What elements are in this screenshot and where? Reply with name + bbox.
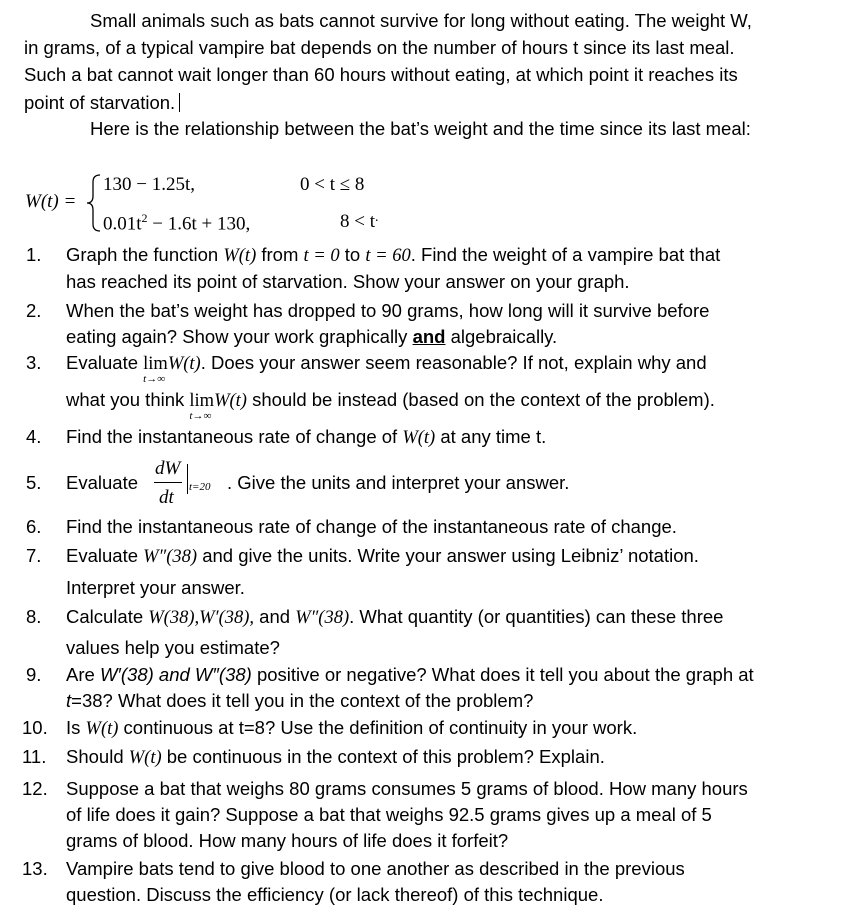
q7-text-a: Evaluate	[66, 545, 144, 566]
q1-number: 1.	[26, 244, 42, 265]
q1-text-d: . Find the weight of a vampire bat that	[410, 244, 721, 265]
q8-line-2: values help you estimate?	[66, 637, 280, 658]
q4-line-1	[66, 428, 546, 448]
q3-lim-word-2: lim	[189, 391, 215, 411]
q3-lim-word: lim	[143, 354, 168, 374]
q3-text-c: what you think	[66, 389, 190, 410]
q3-text-b: . Does your answer seem reasonable? If not, explain why and	[200, 352, 707, 373]
q5-text-b: . Give the units and interpret your answer.	[227, 472, 570, 493]
q5-eval-subscript: t=20	[189, 481, 211, 493]
q9-italic-derivs: W′(38) and W″(38)	[99, 664, 252, 685]
text-cursor	[179, 93, 180, 112]
intro-line-4-text: point of starvation.	[24, 92, 176, 113]
case2-expr-a: 0.01t	[103, 213, 142, 235]
piecewise-case2-cond	[340, 212, 379, 231]
q7-line-2: Interpret your answer.	[66, 577, 245, 598]
q10-number: 10.	[22, 717, 48, 738]
q11-number: 11.	[22, 746, 47, 767]
q3-text-a: Evaluate	[66, 352, 144, 373]
q9-text-c: =38? What does it tell you in the context of the problem?	[71, 690, 534, 711]
q12-line-3: grams of blood. How many hours of life does it forfeit?	[66, 830, 509, 851]
q9-line-1	[66, 666, 754, 685]
q5-fraction-bar	[154, 482, 182, 483]
q8-text-b: and	[254, 606, 296, 627]
q10-text-a: Is	[66, 717, 86, 738]
q13-number: 13.	[22, 858, 48, 879]
q5-number: 5.	[26, 472, 42, 493]
q5-eval-bar	[187, 464, 188, 494]
q9-text-b: positive or negative? What does it tell you about the graph at	[251, 664, 754, 685]
q5-derivative-numerator: dW	[155, 458, 181, 479]
q10-line-1	[66, 719, 637, 739]
q2-text-a: eating again? Show your work graphically	[66, 326, 413, 347]
piecewise-case1-expr	[103, 175, 195, 194]
q2-line-2	[66, 328, 557, 347]
q8-number: 8.	[26, 606, 42, 627]
piecewise-case1-cond: 0 < t ≤ 8	[300, 174, 365, 195]
q3-math-w: W(t)	[167, 354, 201, 374]
q10-text-b: continuous at t=8? Use the definition of continuity in your work.	[118, 717, 638, 738]
q9-number: 9.	[26, 664, 42, 685]
q1-line-1	[66, 246, 720, 266]
q1-line-2: has reached its point of starvation. Show your answer on your graph.	[66, 271, 630, 292]
q12-line-1: Suppose a bat that weighs 80 grams consumes 5 grams of blood. How many hours	[66, 778, 748, 799]
q9-text-a: Are	[66, 664, 100, 685]
piecewise-brace	[85, 174, 103, 232]
q3-limit-2	[189, 391, 215, 422]
q1-math-t0: t = 0	[303, 246, 340, 266]
q12-number: 12.	[22, 778, 48, 799]
q3-limit-1	[143, 354, 168, 385]
intro-line-2: in grams, of a typical vampire bat depends on the number of hours t since its last meal.	[24, 37, 735, 58]
q12-line-2: of life does it gain? Suppose a bat that weighs 92.5 grams gives up a meal of 5	[66, 804, 712, 825]
intro-line-4	[24, 93, 180, 113]
q8-text-a: Calculate	[66, 606, 149, 627]
q8-line-1	[66, 608, 723, 628]
q5-derivative-denominator: dt	[159, 487, 174, 508]
q7-math-w2: W″(38)	[143, 547, 198, 567]
q11-text-b: be continuous in the context of this problem? Explain.	[161, 746, 605, 767]
q1-text-b: from	[256, 244, 304, 265]
q2-text-b: algebraically.	[445, 326, 558, 347]
q4-text-a: Find the instantaneous rate of change of	[66, 426, 403, 447]
q3-lim-sub: t→∞	[143, 373, 166, 385]
q8-text-c: . What quantity (or quantities) can these three	[349, 606, 724, 627]
q4-number: 4.	[26, 426, 42, 447]
q2-underlined-and: and	[412, 326, 446, 347]
q3-lim-sub-2: t→∞	[189, 410, 212, 422]
q3-text-d: should be instead (based on the context of the problem).	[246, 389, 715, 410]
intro-line-5: Here is the relationship between the bat’s weight and the time since its last meal:	[90, 118, 751, 139]
q11-line-1	[66, 748, 605, 768]
q7-text-b: and give the units. Write your answer using Leibniz’ notation.	[197, 545, 699, 566]
q8-math-2: W″(38)	[295, 608, 350, 628]
q2-number: 2.	[26, 300, 42, 321]
piecewise-case2-expr	[103, 212, 250, 233]
q7-number: 7.	[26, 545, 42, 566]
q6-number: 6.	[26, 516, 42, 537]
case2-expr-b: − 1.6t + 130,	[147, 213, 251, 235]
intro-line-1: Small animals such as bats cannot survive for long without eating. The weight W,	[90, 10, 752, 31]
q2-line-1: When the bat’s weight has dropped to 90 grams, how long will it survive before	[66, 300, 710, 321]
q7-line-1	[66, 547, 699, 567]
case2-trailing: .	[375, 210, 379, 225]
q8-math-1: W(38),W′(38),	[148, 608, 255, 628]
case1-expr-text: 130 − 1.25t,	[103, 174, 195, 195]
q3-line-1	[66, 352, 707, 385]
q9-italic-t: t	[66, 690, 72, 711]
piecewise-lhs: W(t) =	[25, 191, 77, 212]
q1-text-a: Graph the function	[66, 244, 224, 265]
case2-cond-text: 8 < t	[340, 211, 375, 232]
q13-line-2: question. Discuss the efficiency (or lack thereof) of this technique.	[66, 884, 604, 905]
q4-text-b: at any time t.	[435, 426, 547, 447]
q1-math-w: W(t)	[223, 246, 257, 266]
q11-math-w: W(t)	[128, 748, 162, 768]
q11-text-a: Should	[66, 746, 129, 767]
q4-math-w: W(t)	[402, 428, 436, 448]
case2-exponent: 2	[141, 211, 148, 225]
q13-line-1: Vampire bats tend to give blood to one another as described in the previous	[66, 858, 685, 879]
q3-math-w-2: W(t)	[214, 391, 247, 411]
q9-line-2	[66, 692, 533, 711]
q1-text-c: to	[339, 244, 366, 265]
q3-number: 3.	[26, 352, 42, 373]
q6-line-1: Find the instantaneous rate of change of the instantaneous rate of change.	[66, 516, 677, 537]
q1-math-t60: t = 60	[365, 246, 411, 266]
intro-line-3: Such a bat cannot wait longer than 60 hours without eating, at which point it reaches its	[24, 64, 738, 85]
q3-line-2	[66, 389, 715, 422]
q10-math-w: W(t)	[85, 719, 119, 739]
q5-text-a: Evaluate	[66, 472, 138, 493]
